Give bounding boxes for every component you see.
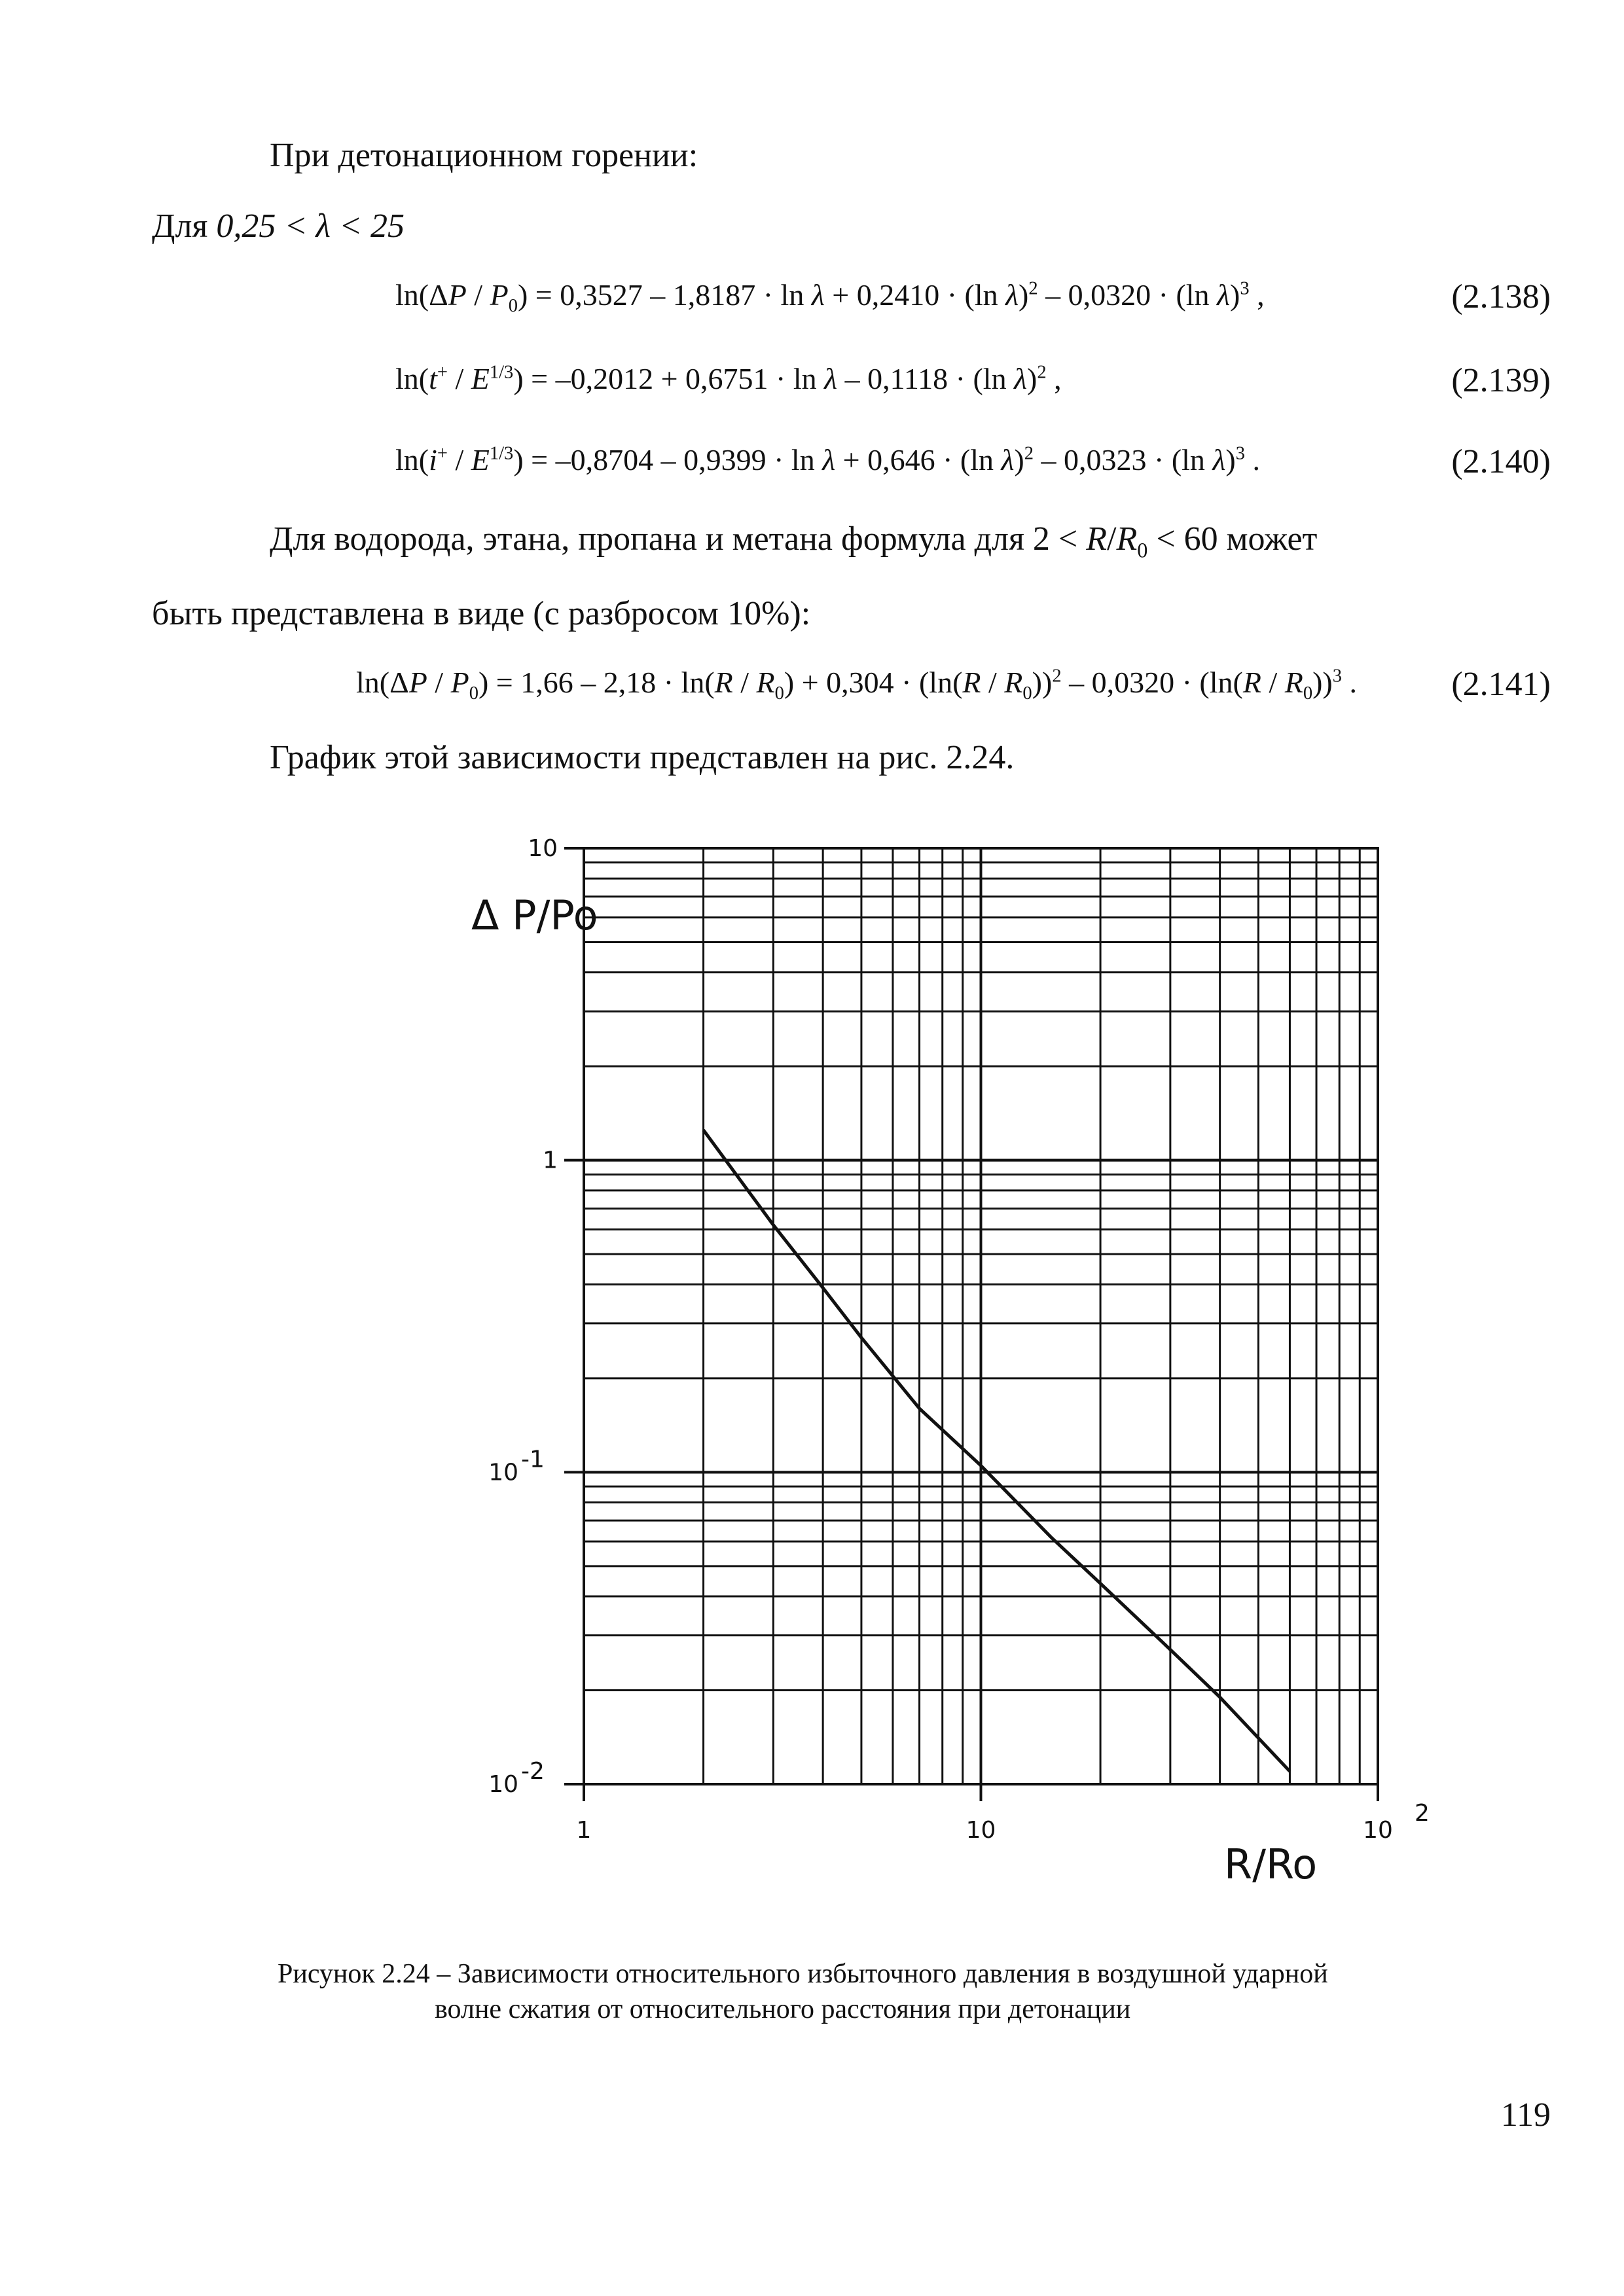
chart-grid — [584, 848, 1378, 1784]
pressure-distance-chart — [471, 818, 1440, 1905]
x-tick-label: 1 — [576, 1817, 592, 1844]
page-number: 119 — [1500, 2096, 1551, 2134]
y-tick-label: 1 — [543, 1147, 558, 1174]
x-tick-label: 10 — [1363, 1817, 1393, 1844]
equation-2-141: $\ln(\Delta P / P_0) = 1,66 - 2,18 \cdot \ln(R / R_0) + 0,304 \cdot (\ln(R / R_0))^2 - 0,0320 \cdot (\ln(R / R_0))^3$ . — [356, 666, 1357, 704]
paragraph-hydrogen-line2: быть представлена в виде (с разбросом 10%): — [152, 595, 811, 632]
equation-2-140: $\ln(i^+ / E^{1/3}) = -0,8704 - 0,9399 \cdot \ln \lambda + 0,646 \cdot (\ln$ λ)$^2$ – 0,0323 · (ln λ)$^3$ . — [395, 443, 1260, 476]
equation-2-139: $\ln(t^+ / E^{1/3}) = -0,2012 + 0,6751 \cdot \ln \lambda - 0,1118 \cdot (\ln$ λ)$^2$ , — [395, 362, 1062, 395]
paragraph-graph-ref: График этой зависимости представлен на рис. 2.24. — [270, 739, 1015, 776]
equation-number-2-140: (2.140) — [1451, 443, 1551, 480]
condition-line — [152, 209, 405, 243]
paragraph-hydrogen-line1-a: Для водорода, этана, пропана и метана формула для 2 < — [270, 520, 1078, 558]
equation-number-2-138: (2.138) — [1451, 278, 1551, 315]
r-over-r0: R — [1086, 520, 1107, 558]
figure-caption-line1: Рисунок 2.24 – Зависимости относительного избыточного давления в воздушной ударной — [278, 1959, 1328, 1989]
equation-2-138: $\ln(\Delta P / P_0) = 0,3527 - 1,8187 \cdot \ln \lambda + 0,2410 \cdot (\ln$ λ)$^2$ – 0,0320 · (ln λ)$^3$ , — [395, 278, 1265, 317]
x-tick-exponent: 2 — [1415, 1800, 1430, 1827]
y-tick-label: 10 — [528, 835, 558, 862]
y-tick-exponent: -2 — [521, 1758, 545, 1785]
paragraph-hydrogen-line1-b: < 60 может — [1156, 520, 1318, 558]
y-tick-label: 10 — [488, 1771, 518, 1798]
y-axis-label: Δ P/Po — [471, 891, 598, 939]
paragraph-hydrogen-line1: Для водорода, этана, пропана и метана формула для $2 < R/R_0 < 60$ может — [270, 520, 1318, 562]
condition-prefix: Для — [152, 207, 208, 245]
y-tick-label: 10 — [488, 1459, 518, 1486]
chart-ticks — [488, 835, 1430, 1844]
y-tick-exponent: -1 — [521, 1446, 545, 1473]
equation-number-2-139: (2.139) — [1451, 362, 1551, 399]
x-axis-label: R/Ro — [1224, 1840, 1318, 1888]
data-line-pressure — [704, 1130, 1290, 1772]
x-tick-label: 10 — [965, 1817, 996, 1844]
paragraph-detonation-intro: При детонационном горении: — [270, 137, 698, 174]
r0-symbol: R — [1116, 520, 1138, 558]
equation-number-2-141: (2.141) — [1451, 666, 1551, 703]
figure-caption-line2: волне сжатия от относительного расстояния при детонации — [435, 1994, 1131, 2024]
condition-range: 0,25 < λ < 25 — [216, 207, 405, 245]
chart-series — [704, 1130, 1290, 1772]
